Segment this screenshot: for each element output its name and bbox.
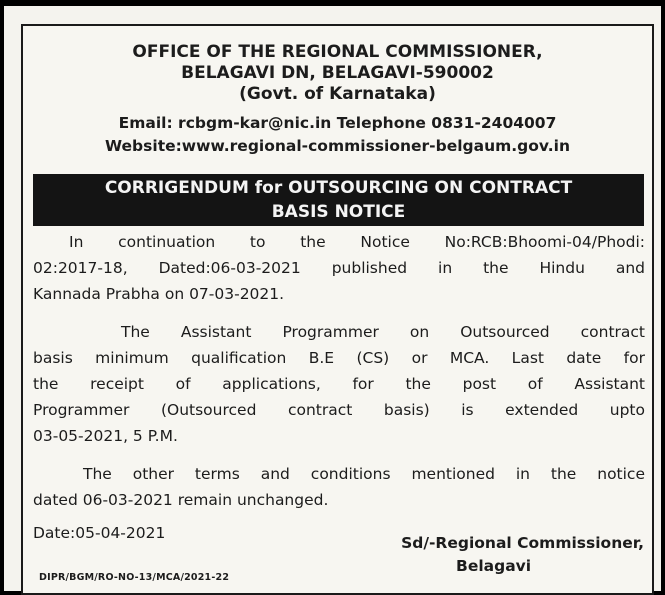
notice-date: Date:05-04-2021 (33, 524, 166, 542)
signature-line: Sd/-Regional Commissioner, (401, 534, 644, 552)
para2-line-1: The Assistant Programmer on Outsourced contract (121, 323, 645, 341)
notice-title-banner (33, 174, 644, 226)
notice-title-line-2: BASIS NOTICE (271, 202, 406, 222)
para2-line-5: 03-05-2021, 5 P.M. (33, 427, 178, 445)
para2-line-3: the receipt of applications, for the post of Assistant (33, 375, 645, 393)
notice-frame (4, 6, 661, 591)
dipr-reference-code: DIPR/BGM/RO-NO-13/MCA/2021-22 (39, 572, 230, 583)
para3-line-1: The other terms and conditions mentioned in the notice (83, 465, 645, 483)
para1-line-3: Kannada Prabha on 07-03-2021. (33, 285, 285, 303)
government-label: (Govt. of Karnataka) (239, 84, 436, 104)
website-line: Website:www.regional-commissioner-belgaum.gov.in (105, 137, 570, 155)
contact-line: Email: rcbgm-kar@nic.in Telephone 0831-2404007 (118, 114, 557, 132)
signature-place: Belagavi (456, 557, 532, 575)
para3-line-2: dated 06-03-2021 remain unchanged. (33, 491, 329, 509)
office-address: BELAGAVI DN, BELAGAVI-590002 (181, 63, 494, 83)
para1-line-1: In continuation to the Notice No:RCB:Bhoomi-04/Phodi: (69, 233, 645, 251)
notice-title-line-1: CORRIGENDUM for OUTSOURCING ON CONTRACT (104, 178, 573, 198)
para1-line-2: 02:2017-18, Dated:06-03-2021 published in the Hindu and (33, 259, 645, 277)
para2-line-4: Programmer (Outsourced contract basis) is extended upto (33, 401, 645, 419)
para2-line-2: basis minimum qualification B.E (CS) or MCA. Last date for (33, 349, 645, 367)
corrigendum-notice (21, 24, 654, 595)
office-title: OFFICE OF THE REGIONAL COMMISSIONER, (132, 42, 543, 62)
